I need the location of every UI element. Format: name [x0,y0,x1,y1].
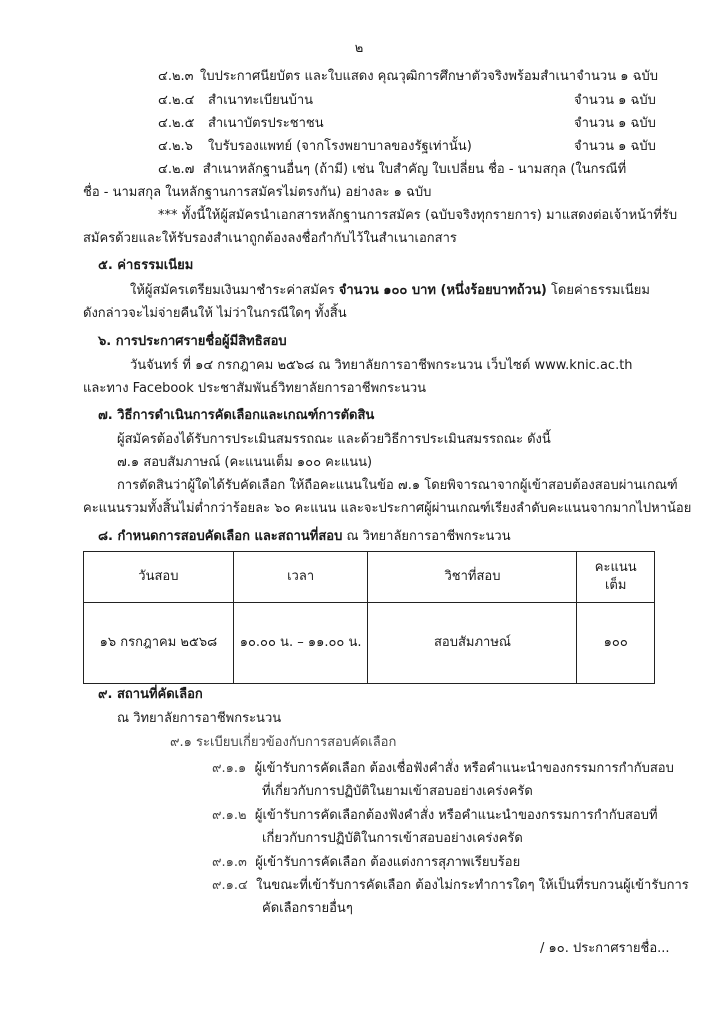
doc7-text: สำเนาหลักฐานอื่นๆ (ถ้ามี) เช่น ใบสำคัญ ใบเปลี่ยน ชื่อ - นามสกุล (ในกรณีที่ [202,162,627,177]
table-row [84,603,655,684]
section-6-para2: และทาง Facebook ประชาสัมพันธ์วิทยาลัยการอาชีพกระนวน [83,381,427,396]
header-subject: วิชาที่สอบ [368,552,577,603]
rule-item-1-line2: ที่เกี่ยวกับการปฏิบัติในยามเข้าสอบอย่างเคร่งครัด [262,784,533,799]
fee-amount: จำนวน ๑๐๐ บาท (หนึ่งร้อยบาทถ้วน) [338,283,547,298]
section-8-heading-rest: ณ วิทยาลัยการอาชีพกระนวน [342,529,511,544]
section-9-heading: ๙. สถานที่คัดเลือก [98,687,203,702]
doc-text: ใบประกาศนียบัตร และใบแสดง คุณวุฒิการศึกษาตัวจริงพร้อมสำเนา [199,69,577,84]
rule-text: ผู้เข้ารับการคัดเลือก ต้องแต่งการสุภาพเรียบร้อย [255,855,521,870]
section-5-heading: ๕. ค่าธรรมเนียม [98,258,194,273]
rule-item-2-line2: เกี่ยวกับการปฏิบัติในการเข้าสอบอย่างเคร่งครัด [262,831,523,846]
doc-text: สำเนาทะเบียนบ้าน [208,93,314,108]
doc7-code: ๔.๒.๗ [158,162,195,177]
doc-item [158,115,658,133]
note-line2: สมัครด้วยและให้รับรองสำเนาถูกต้องลงชื่อกำกับไว้ในสำเนาเอกสาร [83,231,457,246]
header-score-line1: คะแนน [594,560,637,576]
section-8-heading [98,528,511,546]
doc-item [158,68,658,86]
section-7-para3: การตัดสินว่าผู้ใดได้รับคัดเลือก ให้ถือคะแนนในข้อ ๗.๑ โดยพิจารณาจากผู้เข้าสอบต้องสอบผ่านเกณฑ์ [117,478,678,493]
rule-code: ๙.๑.๔ [212,878,248,893]
doc-item [158,92,658,110]
section-7-item: ๗.๑ สอบสัมภาษณ์ (คะแนนเต็ม ๑๐๐ คะแนน) [117,455,373,470]
cell-score: ๑๐๐ [577,603,655,684]
section-7-para4: คะแนนรวมทั้งสิ้นไม่ต่ำกว่าร้อยละ ๖๐ คะแนน และจะประกาศผู้ผ่านเกณฑ์เรียงลำดับคะแนนจากมากไปหาน้อย [83,501,692,516]
page-number: ๒ [354,41,364,56]
section-9-sub: ๙.๑ ระเบียบเกี่ยวข้องกับการสอบคัดเลือก [170,735,397,750]
section-7-heading: ๗. วิธีการดำเนินการคัดเลือกและเกณฑ์การตัดสิน [98,408,375,423]
doc7-line2: ชื่อ - นามสกุล ในหลักฐานการสมัครไม่ตรงกัน) อย่างละ ๑ ฉบับ [83,185,432,200]
rule-text: ผู้เข้ารับการคัดเลือกต้องฟังคำสั่ง หรือคำแนะนำของกรรมการกำกับสอบที่ [254,808,658,823]
rule-item-1-line1 [212,760,674,778]
rule-text: ในขณะที่เข้ารับการคัดเลือก ต้องไม่กระทำการใดๆ ให้เป็นที่รบกวนผู้เข้ารับการ [256,878,689,893]
fee-text-post: โดยค่าธรรมเนียม [546,283,650,298]
rule-item-4-line2: คัดเลือกรายอื่นๆ [262,901,353,916]
doc-qty: จำนวน ๑ ฉบับ [576,69,658,84]
rule-code: ๙.๑.๓ [212,855,247,870]
doc-text: สำเนาบัตรประชาชน [208,116,324,131]
section-6-heading: ๖. การประกาศรายชื่อผู้มีสิทธิสอบ [98,334,287,349]
page-footer-continuation: / ๑๐. ประกาศรายชื่อ... [540,941,670,956]
doc7-line1 [158,161,626,179]
header-date: วันสอบ [84,552,234,603]
section-8-heading-bold: ๘. กำหนดการสอบคัดเลือก และสถานที่สอบ [98,529,343,544]
header-time: เวลา [233,552,368,603]
doc-qty: จำนวน ๑ ฉบับ [574,116,656,131]
doc-code: ๔.๒.๔ [158,93,195,108]
cell-subject: สอบสัมภาษณ์ [368,603,577,684]
section-6-para1: วันจันทร์ ที่ ๑๔ กรกฎาคม ๒๕๖๘ ณ วิทยาลัยการอาชีพกระนวน เว็บไซต์ www.knic.ac.th [130,358,633,373]
exam-schedule-table [83,551,655,684]
header-score [577,552,655,603]
rule-item-4-line1 [212,877,689,895]
rule-item-3-line1 [212,854,520,872]
section-5-para1 [130,282,650,300]
doc-text: ใบรับรองแพทย์ (จากโรงพยาบาลของรัฐเท่านั้น) [208,139,472,154]
fee-text-pre: ให้ผู้สมัครเตรียมเงินมาชำระค่าสมัคร [130,283,339,298]
section-5-para2: ดังกล่าวจะไม่จ่ายคืนให้ ไม่ว่าในกรณีใดๆ ทั้งสิ้น [83,306,347,321]
rule-code: ๙.๑.๑ [212,761,247,776]
doc-qty: จำนวน ๑ ฉบับ [574,93,656,108]
cell-time: ๑๐.๐๐ น. – ๑๑.๐๐ น. [233,603,368,684]
doc-qty: จำนวน ๑ ฉบับ [574,139,656,154]
section-7-para1: ผู้สมัครต้องได้รับการประเมินสมรรถณะ และด้วยวิธีการประเมินสมรรถณะ ดังนี้ [117,432,551,447]
doc-code: ๔.๒.๕ [158,116,195,131]
section-9-place: ณ วิทยาลัยการอาชีพกระนวน [117,711,282,726]
doc-code: ๔.๒.๖ [158,139,193,154]
rule-code: ๙.๑.๒ [212,808,247,823]
rule-text: ผู้เข้ารับการคัดเลือก ต้องเชื่อฟังคำสั่ง หรือคำแนะนำของกรรมการกำกับสอบ [254,761,674,776]
note-line1: *** ทั้งนี้ให้ผู้สมัครนำเอกสารหลักฐานการสมัคร (ฉบับจริงทุกรายการ) มาแสดงต่อเจ้าหน้าที่รับ [158,208,678,223]
table-header-row [84,552,655,603]
doc-item [158,138,658,156]
doc-code: ๔.๒.๓ [158,69,194,84]
cell-date: ๑๖ กรกฎาคม ๒๕๖๘ [84,603,234,684]
rule-item-2-line1 [212,807,658,825]
header-score-line2: เต็ม [604,578,627,593]
